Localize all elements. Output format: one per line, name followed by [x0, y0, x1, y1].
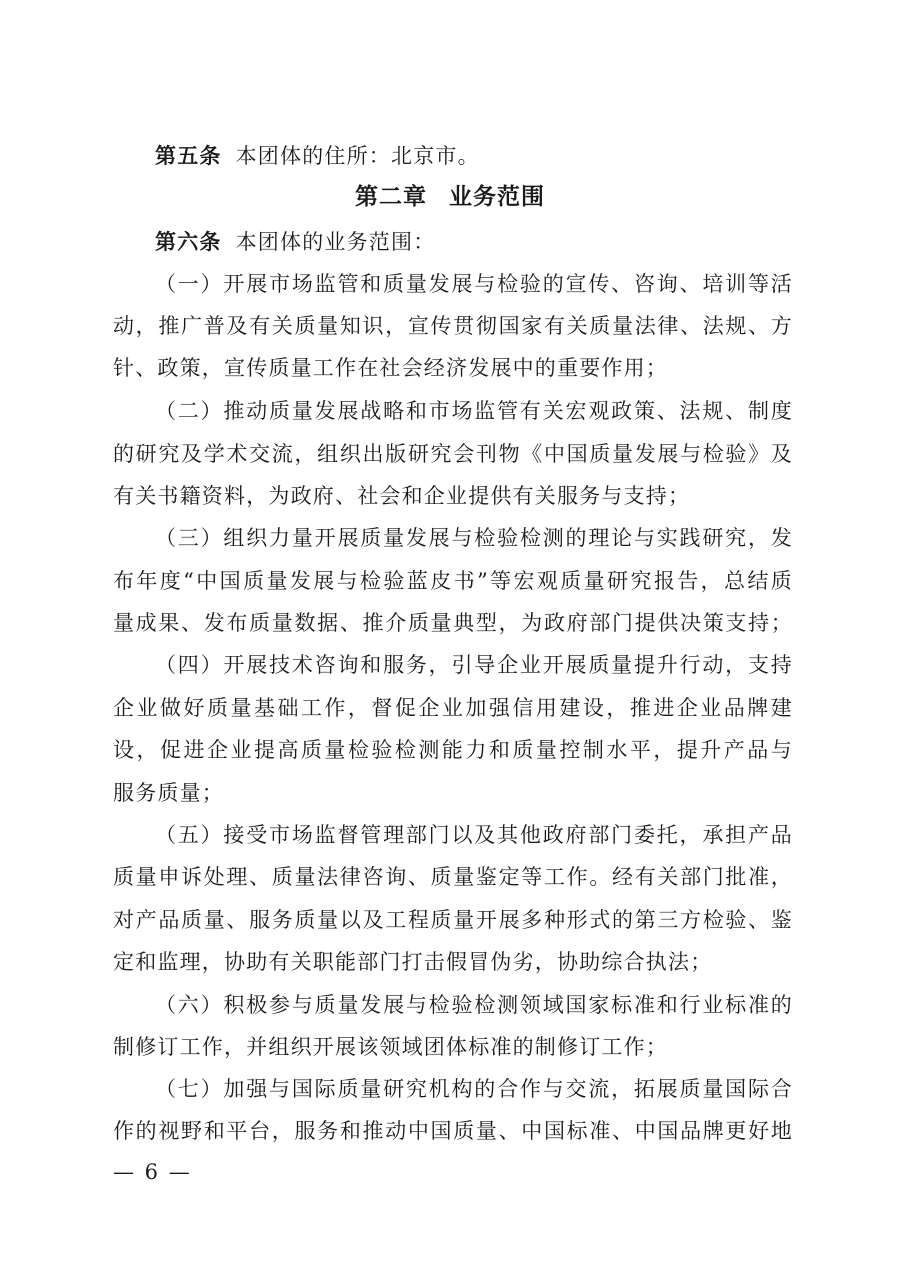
paragraph-line: 质量申诉处理、质量法律咨询、质量鉴定等工作。经有关部门批准，	[113, 865, 793, 889]
paragraph-line: （四）开展技术咨询和服务，引导企业开展质量提升行动，支持	[155, 653, 793, 677]
paragraph-line: 的研究及学术交流，组织出版研究会刊物《中国质量发展与检验》及	[113, 442, 793, 466]
paragraph-line: 对产品质量、服务质量以及工程质量开展多种形式的第三方检验、鉴	[113, 908, 793, 932]
page-number: — 6 —	[113, 1160, 192, 1184]
chapter-title: 业务范围	[449, 184, 545, 210]
chapter-heading	[0, 182, 900, 212]
article-6	[113, 228, 835, 256]
paragraph-line: 布年度“中国质量发展与检验蓝皮书”等宏观质量研究报告，总结质	[113, 569, 793, 593]
paragraph-line: 有关书籍资料，为政府、社会和企业提供有关服务与支持；	[113, 484, 691, 508]
article-6-text: 本团体的业务范围：	[235, 230, 436, 254]
paragraph-line: 定和监理，协助有关职能部门打击假冒伪劣，协助综合执法；	[113, 950, 713, 974]
paragraph-line: 服务质量；	[113, 781, 224, 805]
article-6-label: 第六条	[155, 230, 222, 254]
paragraph-line: （五）接受市场监督管理部门以及其他政府部门委托，承担产品	[155, 823, 793, 847]
article-5-text: 本团体的住所：北京市。	[235, 144, 480, 168]
paragraph-line: 针、政策，宣传质量工作在社会经济发展中的重要作用；	[113, 356, 668, 380]
paragraph-line: （七）加强与国际质量研究机构的合作与交流，拓展质量国际合	[155, 1077, 793, 1101]
paragraph-line: 作的视野和平台，服务和推动中国质量、中国标准、中国品牌更好地	[113, 1119, 793, 1143]
paragraph-line: （六）积极参与质量发展与检验检测领域国家标准和行业标准的	[155, 993, 793, 1017]
paragraph-line: （一）开展市场监管和质量发展与检验的宣传、咨询、培训等活	[155, 272, 793, 296]
paragraph-line: 企业做好质量基础工作，督促企业加强信用建设，推进企业品牌建	[113, 696, 793, 720]
paragraph-line: 量成果、发布质量数据、推介质量典型，为政府部门提供决策支持；	[113, 611, 793, 635]
paragraph-line: 设，促进企业提高质量检验检测能力和质量控制水平，提升产品与	[113, 738, 793, 762]
chapter-number: 第二章	[355, 184, 427, 210]
article-5-label: 第五条	[155, 144, 222, 168]
paragraph-line: （三）组织力量开展质量发展与检验检测的理论与实践研究，发	[155, 526, 793, 550]
paragraph-line: （二）推动质量发展战略和市场监管有关宏观政策、法规、制度	[155, 399, 793, 423]
paragraph-line: 动，推广普及有关质量知识，宣传贯彻国家有关质量法律、法规、方	[113, 314, 793, 338]
article-5	[113, 142, 835, 170]
paragraph-line: 制修订工作，并组织开展该领域团体标准的制修订工作；	[113, 1035, 668, 1059]
